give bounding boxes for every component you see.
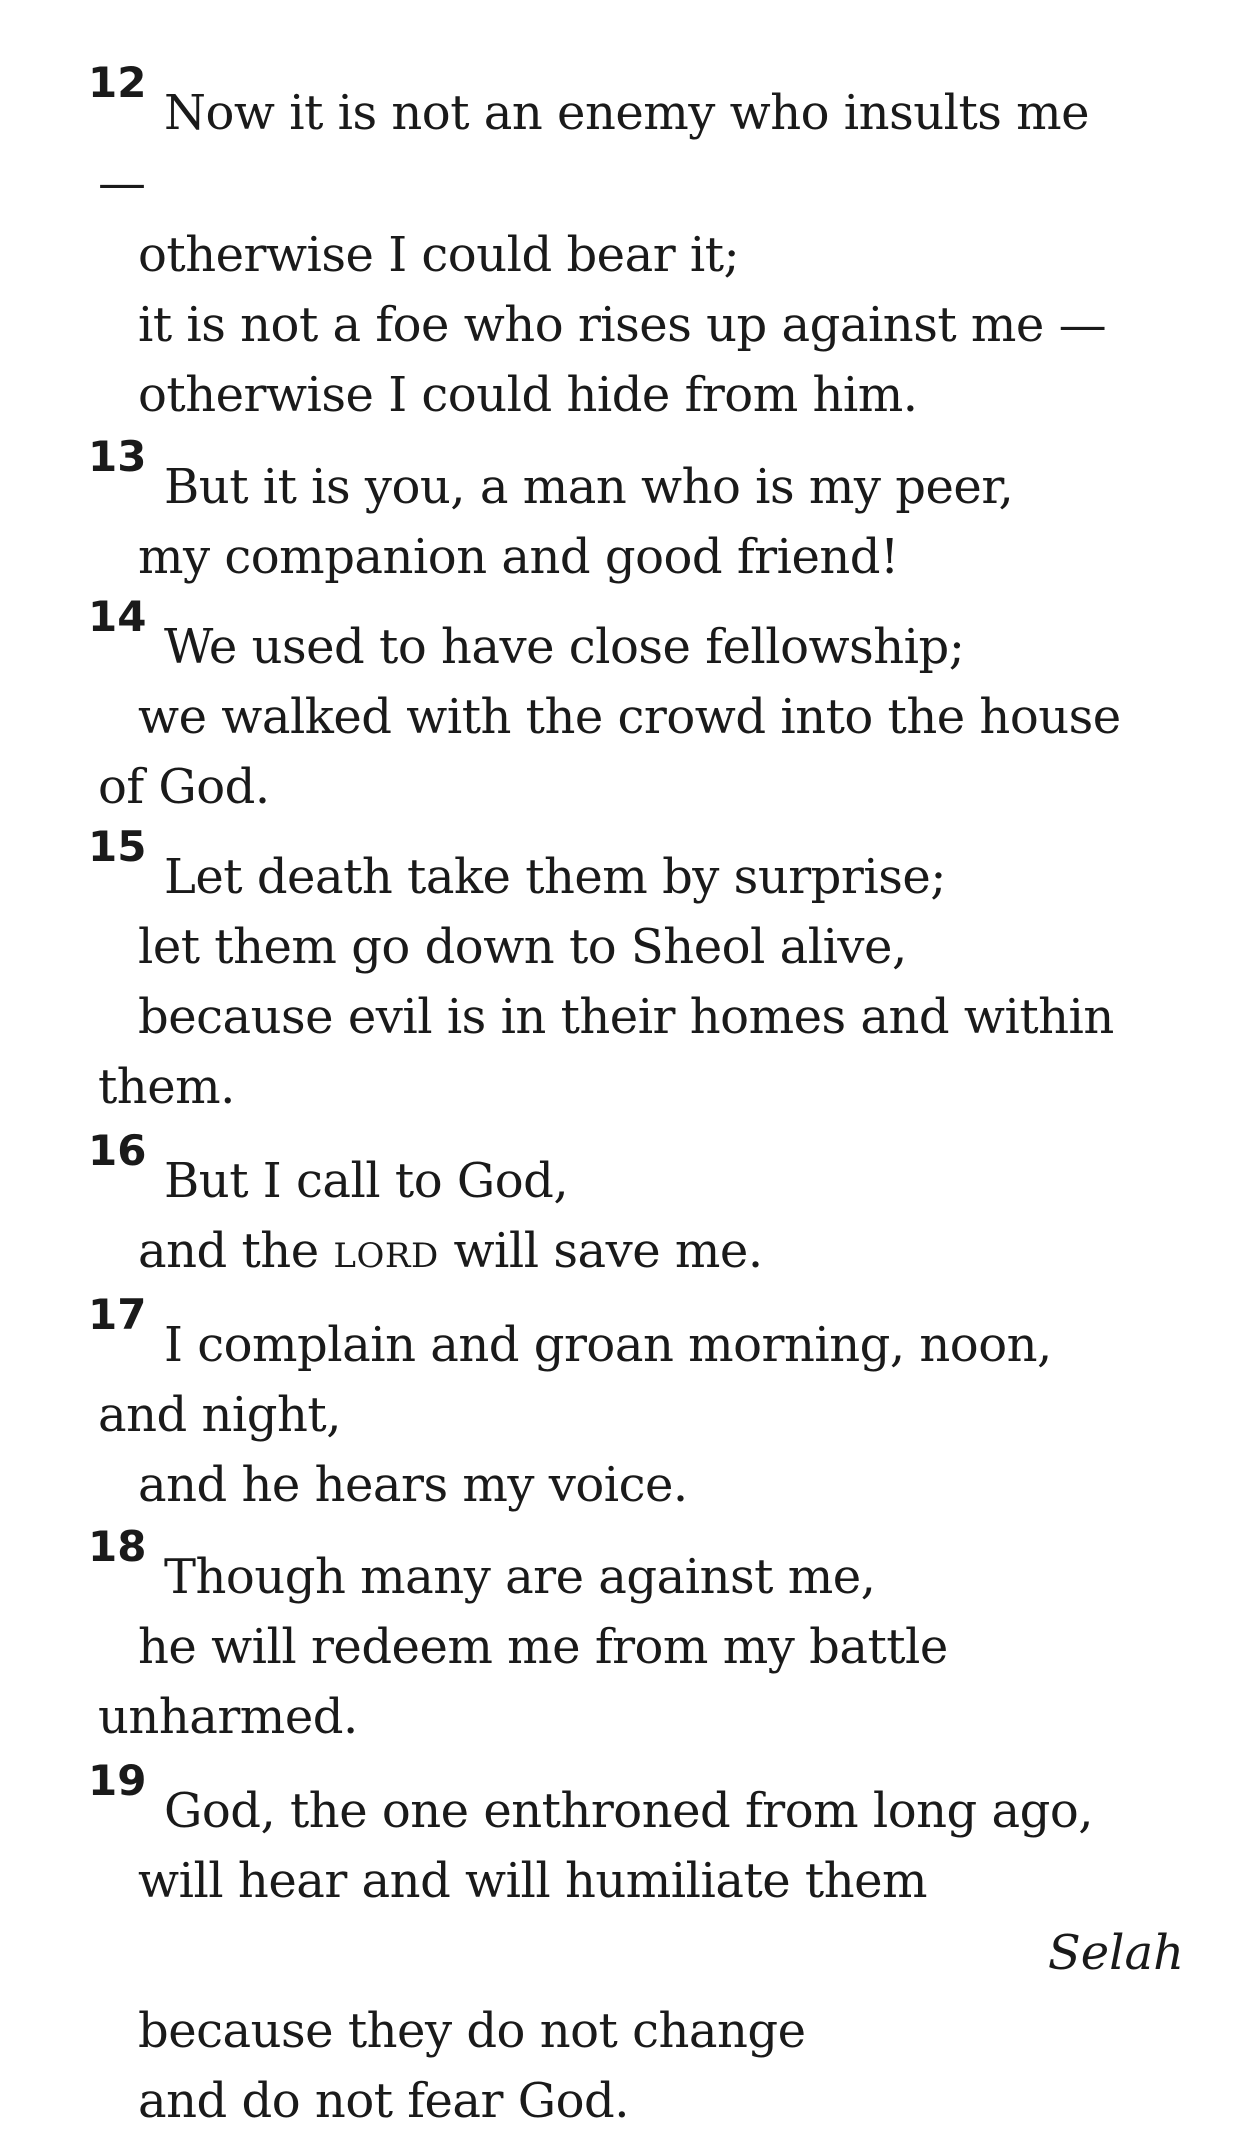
verse-number: 16 <box>88 1126 147 1175</box>
verse-line: otherwise I could hide from him. <box>138 367 918 423</box>
verse-line: and he hears my voice. <box>138 1457 688 1513</box>
verse-line: But it is you, a man who is my peer, <box>164 459 1014 515</box>
verse-number: 14 <box>88 592 147 641</box>
verse-line: God, the one enthroned from long ago, <box>164 1783 1094 1839</box>
verse-line: my companion and good friend! <box>138 529 899 585</box>
verse-line: Now it is not an enemy who insults me <box>164 85 1090 141</box>
verse-line: otherwise I could bear it; <box>138 227 740 283</box>
verse-line: Though many are against me, <box>164 1549 876 1605</box>
verse-line: of God. <box>98 759 270 815</box>
verse-line: will hear and will humiliate them <box>138 1853 928 1909</box>
verse-number: 12 <box>88 58 147 107</box>
verse-line: I complain and groan morning, noon, <box>164 1317 1052 1373</box>
verse-line: Let death take them by surprise; <box>164 849 946 905</box>
verse-line: let them go down to Sheol alive, <box>138 919 907 975</box>
verse-line <box>138 1216 763 1286</box>
verse-line: But I call to God, <box>164 1153 569 1209</box>
verse-line: we walked with the crowd into the house <box>138 689 1121 745</box>
verse-line: We used to have close fellowship; <box>164 619 965 675</box>
verse-number: 19 <box>88 1756 147 1805</box>
verse-line: and do not fear God. <box>138 2073 629 2129</box>
verse-text: and the <box>138 1223 334 1279</box>
verse-number: 15 <box>88 822 147 871</box>
verse-text: will save me. <box>438 1223 763 1279</box>
divine-name: lord <box>333 1223 439 1279</box>
verse-line: them. <box>98 1059 235 1115</box>
selah-marker: Selah <box>1047 1925 1184 1981</box>
verse-line: because evil is in their homes and within <box>138 989 1114 1045</box>
verse-number: 17 <box>88 1290 147 1339</box>
verse-number: 18 <box>88 1522 147 1571</box>
verse-line: and night, <box>98 1387 341 1443</box>
verse-number: 13 <box>88 432 147 481</box>
verse-line: he will redeem me from my battle <box>138 1619 948 1675</box>
verse-line: it is not a foe who rises up against me — <box>138 297 1107 353</box>
verse-line: — <box>98 155 146 211</box>
verse-line: because they do not change <box>138 2003 806 2059</box>
verse-line: unharmed. <box>98 1689 358 1745</box>
